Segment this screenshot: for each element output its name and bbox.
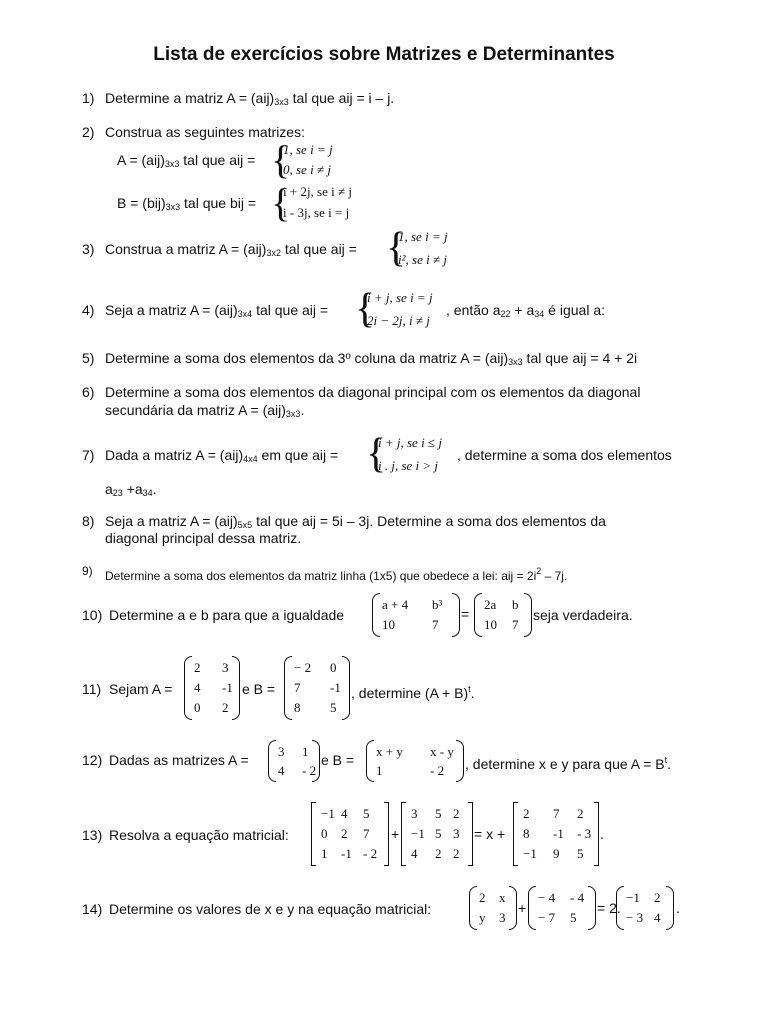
matrix-left-delimiter [268,740,276,782]
question-5: Determine a soma dos elementos da 3º coluna da matriz $A = (aij)_{3x3}$ tal que aij = 4 + 2i [105,350,638,367]
matrix-cell: 7 [432,617,439,632]
brace: { [366,431,387,477]
case-2: 2i − 2j, i ≠ j [367,313,430,328]
matrix-row [484,615,532,635]
matrix-cell: 2a [484,597,497,612]
question-11: Sejam A = [109,681,173,697]
matrix-cell: 3 [499,910,506,925]
matrix-row [382,615,458,635]
matrix-cell: 8 [523,826,530,841]
matrix-1 [311,802,389,866]
matrix-cell: − 4 [538,890,556,905]
matrix-cell: −1 [626,890,640,905]
period: . [676,900,680,916]
matrix-cell: 3 [278,744,285,759]
matrix-cell: b³ [432,597,443,612]
plus-sign: + [391,826,400,842]
case-2: i², se i ≠ j [398,252,447,267]
matrix-cell: 2 [341,826,348,841]
case-1: i + j, se i ≤ j [378,435,442,450]
matrix-left [372,593,460,637]
matrix-cell: 4 [411,846,418,861]
question-13: Resolva a equação matricial: [109,827,289,843]
matrix-cell: 5 [330,700,337,715]
matrix-cell: b [512,597,519,612]
case-2: 0, se i ≠ j [283,162,331,177]
matrix-cell: − 2 [294,660,312,675]
case-2: i . j, se i > j [378,458,439,473]
matrix-cell: y [479,910,486,925]
matrix-left-delimiter [469,886,477,930]
question-4: Seja a matriz $A = (aij)_{3x4}$ tal que aij = [105,302,329,319]
matrix-cell: a + 4 [382,597,409,612]
question-7: Dada a matriz $A = (aij)_{4x4}$ em que aij = [105,447,339,464]
question-11-mid: e B = [242,681,276,697]
question-2-matrix-a: $A = (aij)_{3x3}$ tal que aij = [117,152,256,169]
question-1: Determine a matriz $A = (aij)_{3x3}$ tal que aij = i – j. [105,90,395,107]
question-11-tail: , determine $(A + B)^t$. [351,684,475,701]
matrix-2 [401,802,473,866]
question-7-line-2: $a_{23} +a_{34}$. [105,481,157,498]
question-8: Seja a matriz $A = (aij)_{5x5}$ tal que aij = 5i – 3j. Determine a soma dos elementos da [105,513,606,530]
matrix-cell: - 4 [570,890,585,905]
matrix-cell: 2 [523,806,530,821]
brace: { [271,180,291,225]
matrix-cell: 3 [411,806,418,821]
matrix-entries [484,595,532,635]
matrix-entries [411,804,473,864]
question-7-tail: , determine a soma dos elementos [457,447,672,463]
matrix-row [376,742,464,761]
matrix-row [278,761,320,780]
question-number: 8) [82,513,95,529]
matrix-entries [194,658,240,718]
matrix-cell: − 7 [538,910,556,925]
matrix-cell: 1 [321,846,328,861]
case-2: i - 3j, se i = j [283,205,350,220]
equals-x-plus: = x + [474,826,506,842]
matrix-entries [479,888,517,928]
matrix-cell: 8 [294,700,301,715]
matrix-cell: 2 [453,846,460,861]
question-number: 3) [82,241,95,257]
matrix-row [294,658,350,678]
matrix-cell: 2 [479,890,486,905]
matrix-cell: 0 [321,826,328,841]
matrix-left-delimiter [513,802,518,866]
matrix-3 [513,802,599,866]
matrix-row [538,908,596,928]
question-8-line-2: diagonal principal dessa matriz. [105,530,302,546]
matrix-row [194,678,240,698]
matrix-cell: 1 [302,744,309,759]
matrix-row [626,908,674,928]
matrix-row [382,595,458,615]
matrix-row [523,824,603,844]
question-number: 7) [82,447,95,463]
matrix-row [411,804,473,824]
matrix-cell: 7 [512,617,519,632]
matrix-row [321,804,389,824]
matrix-cell: 4 [341,806,348,821]
matrix-b [284,656,350,720]
brace: { [271,137,291,182]
matrix-cell: 5 [435,826,442,841]
brace: { [386,225,407,271]
matrix-cell: −1 [321,806,335,821]
question-4-tail: , então $a_{22} + a_{34}$ é igual a: [446,302,605,319]
matrix-cell: 2 [577,806,584,821]
matrix-cell: 4 [194,680,201,695]
matrix-cell: -1 [330,680,341,695]
matrix-entries [278,742,320,780]
question-number: 2) [82,124,95,140]
matrix-left-delimiter [401,802,406,866]
matrix-row [479,908,517,928]
matrix-row [484,595,532,615]
matrix-cell: 7 [553,806,560,821]
case-1: i + j, se i = j [367,290,433,305]
equals-two: = 2. [597,900,621,916]
matrix-cell: 10 [484,617,497,632]
question-10-tail: seja verdadeira. [533,607,633,623]
matrix-cell: 5 [570,910,577,925]
question-number: 5) [82,350,95,366]
brace: { [355,286,376,332]
matrix-row [411,844,473,864]
matrix-cell: 3 [222,660,229,675]
matrix-b [366,740,464,782]
question-6-line-2: secundária da matriz $A = (aij)_{3x3}$. [105,402,305,419]
question-2-matrix-b: $B = (bij)_{3x3}$ tal que bij = [117,195,257,212]
matrix-cell: − 3 [626,910,644,925]
matrix-cell: 2 [194,660,201,675]
question-14: Determine os valores de x e y na equação matricial: [109,901,432,917]
question-number: 11) [82,681,102,697]
matrix-cell: x - y [430,744,454,759]
matrix-cell: 2 [222,700,229,715]
matrix-cell: 5 [435,806,442,821]
question-number: 12) [82,752,103,768]
matrix-row [321,824,389,844]
matrix-cell: 2 [654,890,661,905]
matrix-cell: -1 [553,826,564,841]
case-1: i + 2j, se i ≠ j [283,184,352,199]
matrix-cell: 2 [435,846,442,861]
matrix-cell: - 2 [430,763,445,778]
matrix-cell: - 3 [577,826,592,841]
matrix-left-delimiter [311,802,316,866]
question-9: Determine a soma dos elementos da matriz linha (1x5) que obedece a lei: aij = $2i^2 - 7j$. [105,566,568,583]
matrix-row [523,804,603,824]
matrix-cell: 5 [363,806,370,821]
plus-sign: + [518,900,527,916]
matrix-row [294,698,350,718]
matrix-row [411,824,473,844]
matrix-cell: 7 [294,680,301,695]
matrix-entries [321,804,389,864]
matrix-entries [294,658,350,718]
matrix-row [294,678,350,698]
matrix-cell: −1 [411,826,425,841]
question-number: 4) [82,302,95,318]
matrix-cell: x [499,890,506,905]
matrix-cell: - 2 [363,846,378,861]
question-12-mid: e B = [321,752,355,768]
matrix-row [194,658,240,678]
question-number: 14) [82,901,103,917]
matrix-row [321,844,389,864]
matrix-2 [528,886,596,930]
matrix-entries [626,888,674,928]
matrix-row [479,888,517,908]
page-title: Lista de exercícios sobre Matrizes e Determinantes [153,44,615,65]
matrix-row [278,742,320,761]
question-number: 1) [82,90,95,106]
question-12: Dadas as matrizes A = [109,752,249,768]
matrix-left-delimiter [366,740,374,782]
matrix-cell: 5 [577,846,584,861]
question-12-tail: , determine x e y para que $A = B^t$. [465,755,672,772]
matrix-left-delimiter [372,593,380,637]
matrix-cell: 4 [654,910,661,925]
matrix-cell: 0 [194,700,201,715]
matrix-row [523,844,603,864]
matrix-cell: −1 [523,846,537,861]
matrix-entries [523,804,603,864]
case-1: 1, se i = j [398,229,448,244]
matrix-left-delimiter [616,886,624,930]
matrix-cell: 1 [376,763,383,778]
matrix-cell: 0 [330,660,337,675]
matrix-a [268,740,320,782]
matrix-a [184,656,240,720]
question-number: 6) [82,384,95,400]
question-2: Construa as seguintes matrizes: [105,124,305,140]
matrix-cell: 7 [363,826,370,841]
matrix-cell: x + y [376,744,403,759]
question-6-line-1: Determine a soma dos elementos da diagonal principal com os elementos da diagonal [105,384,641,400]
period: . [600,826,604,842]
matrix-cell: -1 [222,680,233,695]
matrix-1 [469,886,517,930]
case-1: 1, se i = j [283,142,333,157]
matrix-cell: 4 [278,763,285,778]
matrix-entries [382,595,458,635]
question-3: Construa a matriz $A = (aij)_{3x2}$ tal que aij = [105,241,357,258]
matrix-entries [538,888,596,928]
matrix-row [376,761,464,780]
matrix-left-delimiter [184,656,192,720]
equals-sign: = [461,606,470,622]
question-number: 10) [82,607,103,623]
matrix-left-delimiter [528,886,536,930]
matrix-cell: 2 [453,806,460,821]
matrix-row [538,888,596,908]
question-number: 9) [82,564,93,578]
matrix-row [626,888,674,908]
matrix-left-delimiter [474,593,482,637]
question-number: 13) [82,827,103,843]
matrix-cell: 3 [453,826,460,841]
matrix-entries [376,742,464,780]
matrix-cell: - 2 [302,763,317,778]
matrix-cell: -1 [341,846,352,861]
matrix-left-delimiter [284,656,292,720]
matrix-cell: 9 [553,846,560,861]
matrix-cell: 10 [382,617,395,632]
question-10: Determine a e b para que a igualdade [109,607,345,623]
matrix-3 [616,886,674,930]
matrix-right [474,593,532,637]
matrix-row [194,698,240,718]
